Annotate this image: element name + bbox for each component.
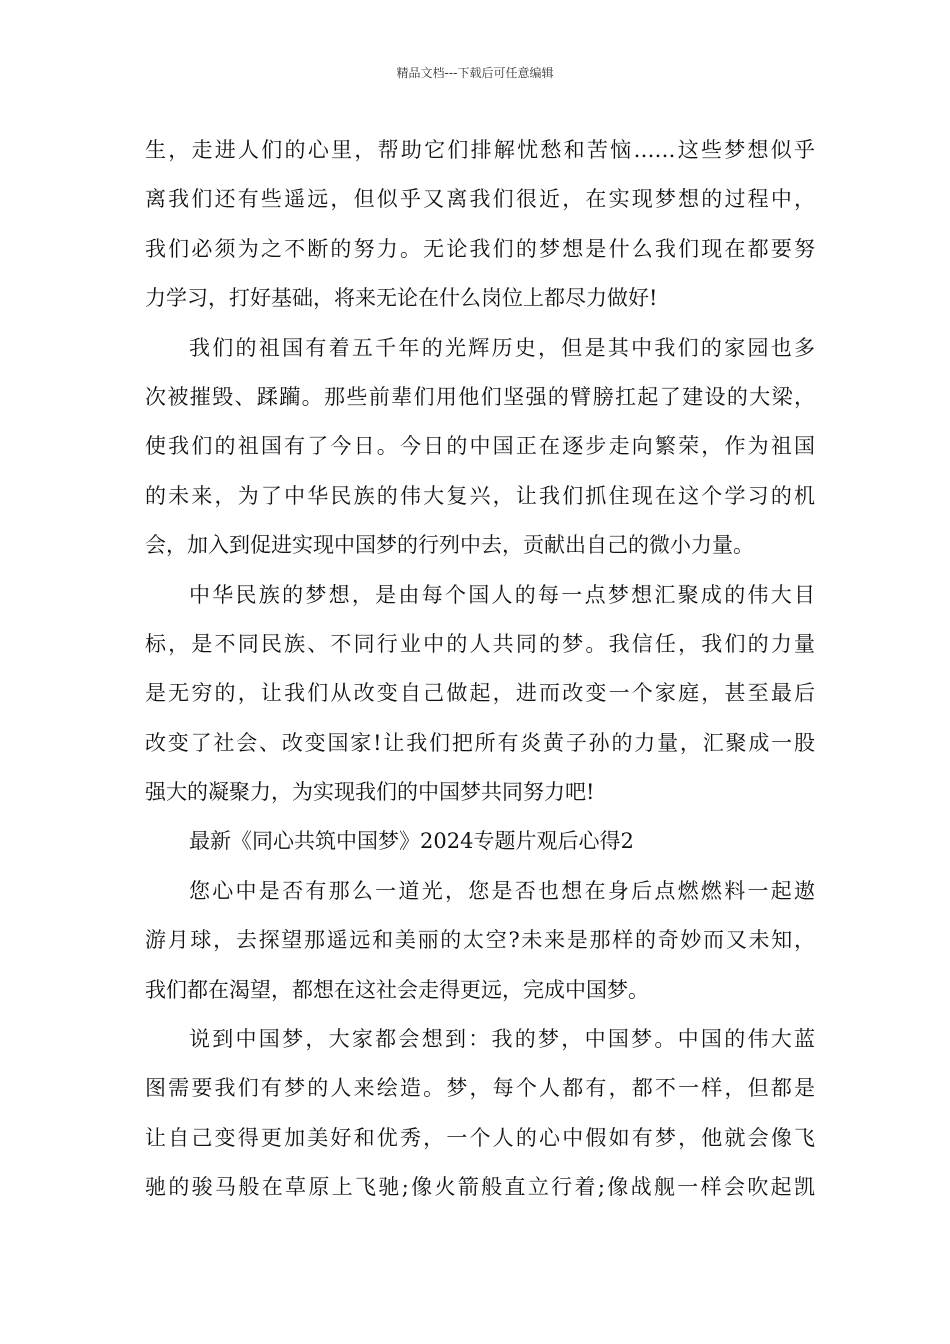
page-header: 精品文档---下载后可任意编辑 [396, 66, 554, 80]
text-line: 强大的凝聚力，为实现我们的中国梦共同努力吧! [145, 780, 595, 805]
text-line: 图需要我们有梦的人来绘造。梦，每个人都有，都不一样，但都是 [145, 1076, 815, 1101]
text-line: 驰的骏马般在草原上飞驰;像火箭般直立行着;像战舰一样会吹起凯 [145, 1175, 815, 1200]
text-line: 会，加入到促进实现中国梦的行列中去，贡献出自己的微小力量。 [145, 533, 754, 558]
text-line: 标，是不同民族、不同行业中的人共同的梦。我信任，我们的力量 [145, 631, 815, 656]
text-line: 让自己变得更加美好和优秀，一个人的心中假如有梦，他就会像飞 [145, 1125, 815, 1150]
text-line: 次被摧毁、蹂躏。那些前辈们用他们坚强的臂膀扛起了建设的大梁， [145, 384, 815, 409]
text-line: 生，走进人们的心里，帮助它们排解忧愁和苦恼……这些梦想似乎 [145, 138, 815, 162]
text-line: 改变了社会、改变国家!让我们把所有炎黄子孙的力量，汇聚成一股 [145, 730, 815, 755]
text-line: 游月球，去探望那遥远和美丽的太空?未来是那样的奇妙而又未知， [145, 928, 815, 953]
text-line: 我们都在渴望，都想在这社会走得更远，完成中国梦。 [145, 977, 649, 1002]
section-title: 最新《同心共筑中国梦》2024专题片观后心得2 [189, 829, 634, 854]
paragraph-start-line: 中华民族的梦想，是由每个国人的每一点梦想汇聚成的伟大目 [189, 582, 815, 607]
text-line: 我们必须为之不断的努力。无论我们的梦想是什么我们现在都要努 [145, 236, 815, 261]
text-line: 离我们还有些遥远，但似乎又离我们很近，在实现梦想的过程中， [145, 187, 815, 212]
text-line: 是无穷的，让我们从改变自己做起，进而改变一个家庭，甚至最后 [145, 681, 815, 706]
paragraph-start-line: 我们的祖国有着五千年的光辉历史，但是其中我们的家园也多 [189, 335, 815, 360]
text-line: 力学习，打好基础，将来无论在什么岗位上都尽力做好! [145, 286, 658, 311]
document-body [145, 126, 815, 1213]
paragraph-start-line: 您心中是否有那么一道光，您是否也想在身后点燃燃料一起遨 [189, 878, 815, 903]
paragraph-start-line: 说到中国梦，大家都会想到：我的梦，中国梦。中国的伟大蓝 [189, 1027, 815, 1052]
text-line: 使我们的祖国有了今日。今日的中国正在逐步走向繁荣，作为祖国 [145, 434, 815, 459]
text-line: 的未来，为了中华民族的伟大复兴，让我们抓住现在这个学习的机 [145, 483, 815, 508]
